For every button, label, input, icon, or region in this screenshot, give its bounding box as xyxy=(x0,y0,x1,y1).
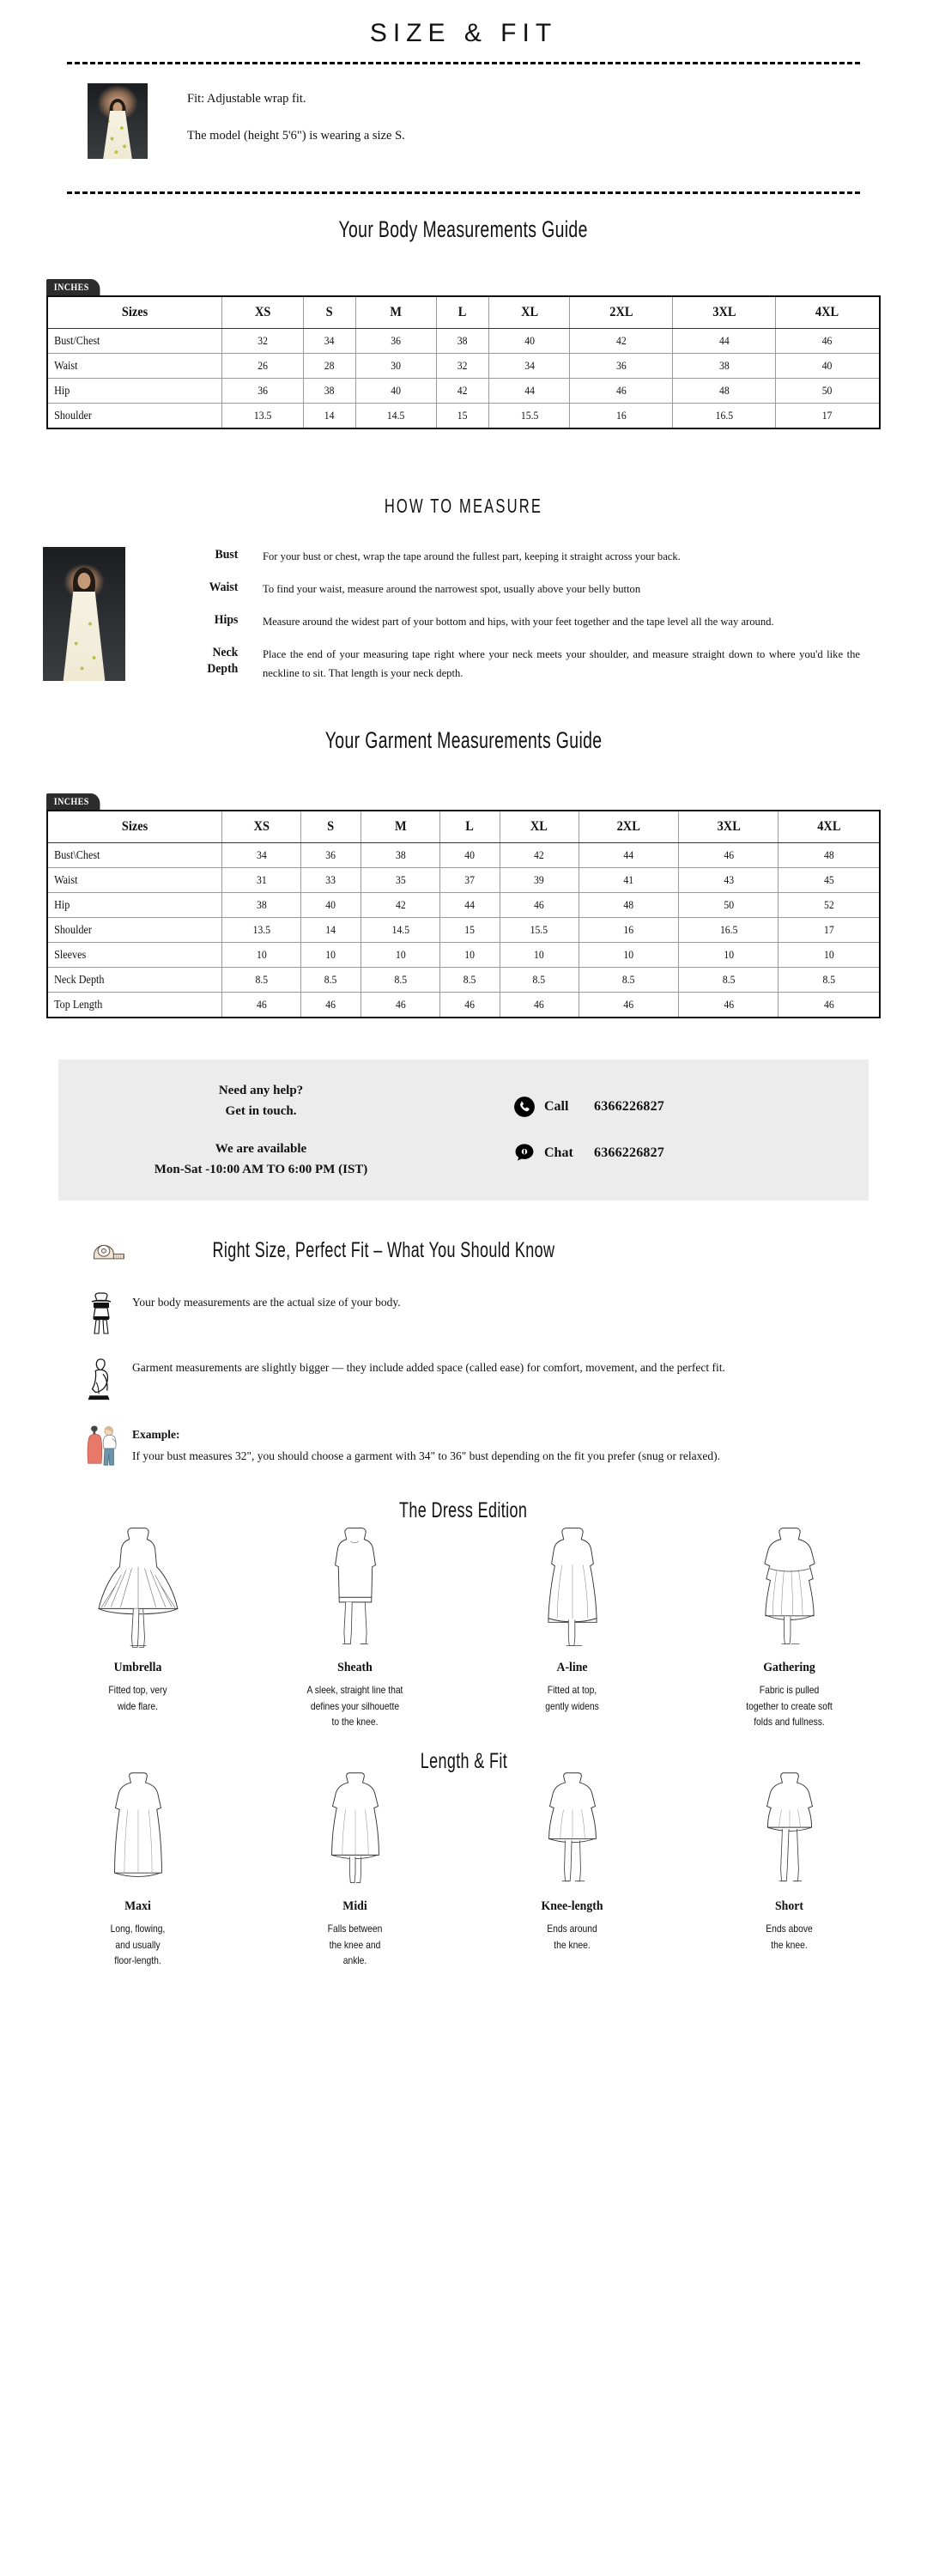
row-label: Shoulder xyxy=(47,918,204,943)
style-description: Long, flowing, and usually floor-length. xyxy=(110,1922,166,1967)
tip-row-example xyxy=(0,1425,927,1469)
style-description: Ends around the knee. xyxy=(547,1922,597,1951)
style-card-maxi xyxy=(29,1789,246,1969)
garment-guide-title: Your Garment Measurements Guide xyxy=(324,727,603,754)
measurement-cell: 8.5 xyxy=(304,968,358,993)
measurement-cell: 14.5 xyxy=(365,918,436,943)
measurement-cell: 42 xyxy=(365,893,436,918)
measurement-cell: 16 xyxy=(584,918,674,943)
style-card-a-line xyxy=(464,1542,681,1730)
dress-silhouette-icon xyxy=(29,1789,246,1891)
measure-item-label: Hips xyxy=(214,613,239,628)
fit-block xyxy=(0,64,927,166)
measurement-cell: 46 xyxy=(504,893,575,918)
chat-number[interactable]: 6366226827 xyxy=(594,1145,664,1161)
measurement-cell: 15 xyxy=(443,918,497,943)
row-label: Bust/Chest xyxy=(47,329,204,354)
measurement-cell: 38 xyxy=(226,893,297,918)
measurement-cell: 36 xyxy=(226,379,299,404)
measurement-cell: 44 xyxy=(493,379,566,404)
measurement-cell: 39 xyxy=(504,868,575,893)
tailor-mannequin-icon xyxy=(84,1358,122,1402)
measurement-cell: 46 xyxy=(784,993,875,1018)
right-size-title: Right Size, Perfect Fit – What You Should Know xyxy=(212,1238,555,1263)
style-name: Midi xyxy=(342,1899,367,1913)
measurement-cell: 35 xyxy=(365,868,436,893)
measurement-cell: 28 xyxy=(306,354,353,379)
model-head xyxy=(78,573,91,589)
measurement-cell: 38 xyxy=(306,379,353,404)
measurement-cell: 46 xyxy=(443,993,497,1018)
dress-silhouette-icon xyxy=(681,1789,898,1891)
measurement-cell: 41 xyxy=(584,868,674,893)
dress-silhouette-icon xyxy=(246,1789,464,1891)
table-row xyxy=(47,354,880,379)
style-name: Maxi xyxy=(124,1899,151,1913)
measurement-cell: 42 xyxy=(575,329,668,354)
measurement-cell: 33 xyxy=(304,868,358,893)
column-header-2xl: 2XL xyxy=(584,811,674,843)
measurement-cell: 46 xyxy=(683,993,773,1018)
tip-text-example xyxy=(132,1425,848,1467)
measurement-cell: 8.5 xyxy=(683,968,773,993)
measurement-cell: 10 xyxy=(226,943,297,968)
table-header-row xyxy=(47,811,880,843)
measurement-cell: 17 xyxy=(781,404,875,429)
measure-item-text: To find your waist, measure around the narrowest spot, usually above your belly button xyxy=(263,583,641,596)
table-row xyxy=(47,943,880,968)
example-label: Example: xyxy=(132,1428,180,1442)
garment-unit-badge: INCHES xyxy=(46,793,100,810)
column-header-s: S xyxy=(306,296,353,329)
table-row xyxy=(47,918,880,943)
dress-silhouette-icon xyxy=(464,1789,681,1891)
measurement-cell: 50 xyxy=(781,379,875,404)
measurement-cell: 16.5 xyxy=(678,404,771,429)
style-card-gathering xyxy=(681,1542,898,1730)
row-label: Top Length xyxy=(47,993,204,1018)
chat-label: Chat xyxy=(544,1145,573,1161)
table-header-row xyxy=(47,296,880,329)
measurement-cell: 48 xyxy=(678,379,771,404)
measurement-cell: 8.5 xyxy=(504,968,575,993)
column-header-2xl: 2XL xyxy=(575,296,668,329)
dress-silhouette-icon xyxy=(681,1542,898,1652)
measurement-cell: 17 xyxy=(784,918,875,943)
column-header-sizes: Sizes xyxy=(56,296,213,329)
measurement-cell: 10 xyxy=(504,943,575,968)
measurement-cell: 46 xyxy=(683,843,773,868)
divider-mid xyxy=(67,191,860,194)
table-row xyxy=(47,843,880,868)
example-text: If your bust measures 32", you should choose a garment with 34" to 36" bust depending on the fit you prefer (snug or relaxed). xyxy=(132,1449,721,1463)
measurement-cell: 10 xyxy=(584,943,674,968)
measurement-cell: 36 xyxy=(360,329,433,354)
dress-edition-title: The Dress Edition xyxy=(399,1498,528,1523)
page-title: SIZE & FIT xyxy=(369,19,558,47)
column-header-3xl: 3XL xyxy=(678,296,771,329)
row-label: Sleeves xyxy=(47,943,204,968)
tape-measure-icon xyxy=(89,1235,127,1267)
measure-item xyxy=(161,612,860,631)
chat-icon xyxy=(513,1142,536,1164)
fit-text-lines xyxy=(148,83,405,166)
style-description: Fitted top, very wide flare. xyxy=(108,1684,167,1712)
style-name: Sheath xyxy=(337,1661,373,1675)
measurement-cell: 52 xyxy=(784,893,875,918)
style-name: A-line xyxy=(556,1661,588,1675)
help-box xyxy=(58,1060,869,1200)
column-header-m: M xyxy=(365,811,436,843)
help-available-line-2: Mon-Sat -10:00 AM TO 6:00 PM (IST) xyxy=(154,1163,368,1177)
table-row xyxy=(47,893,880,918)
style-description: Falls between the knee and ankle. xyxy=(327,1922,383,1967)
model-photo xyxy=(88,83,148,159)
column-header-xs: XS xyxy=(226,811,297,843)
help-text-block xyxy=(58,1080,464,1180)
tip-row-2 xyxy=(0,1358,927,1402)
how-to-measure-list xyxy=(161,547,860,696)
dress-edition-grid xyxy=(0,1542,927,1730)
style-name: Short xyxy=(775,1899,803,1913)
measurement-cell: 40 xyxy=(493,329,566,354)
row-label: Hip xyxy=(47,893,204,918)
measure-item-label: Neck Depth xyxy=(207,646,239,676)
how-to-measure-photo xyxy=(43,547,125,681)
table-row xyxy=(47,993,880,1018)
measurement-cell: 42 xyxy=(439,379,487,404)
measurement-cell: 10 xyxy=(784,943,875,968)
table-row xyxy=(47,404,880,429)
measurement-cell: 26 xyxy=(226,354,299,379)
style-card-midi xyxy=(246,1789,464,1969)
body-measurements-table xyxy=(46,295,881,429)
column-header-s: S xyxy=(304,811,358,843)
measurement-cell: 44 xyxy=(584,843,674,868)
length-fit-grid xyxy=(0,1789,927,1969)
measurement-cell: 44 xyxy=(443,893,497,918)
tip-text-2: Garment measurements are slightly bigger — they include added space (called ease) for comfort, movement, and the perfect fit. xyxy=(132,1361,725,1375)
call-row[interactable] xyxy=(513,1096,869,1118)
dress-silhouette-icon xyxy=(29,1542,246,1652)
model-dress xyxy=(100,111,135,159)
measurement-cell: 31 xyxy=(226,868,297,893)
measurement-cell: 15 xyxy=(439,404,487,429)
help-available-line-1: We are available xyxy=(215,1142,307,1157)
measurement-cell: 48 xyxy=(584,893,674,918)
measurement-cell: 14 xyxy=(304,918,358,943)
measurement-cell: 40 xyxy=(443,843,497,868)
measurement-cell: 46 xyxy=(226,993,297,1018)
measure-item-label: Waist xyxy=(209,580,239,595)
measurement-cell: 38 xyxy=(439,329,487,354)
row-label: Hip xyxy=(47,379,204,404)
measurement-cell: 13.5 xyxy=(226,404,299,429)
measurement-cell: 15.5 xyxy=(504,918,575,943)
measure-item-label: Bust xyxy=(215,548,239,562)
measurement-cell: 13.5 xyxy=(226,918,297,943)
body-guide-title: Your Body Measurements Guide xyxy=(338,216,589,242)
style-description: Fitted at top, gently widens xyxy=(545,1684,599,1712)
table-row xyxy=(47,968,880,993)
row-label: Bust\Chest xyxy=(47,843,204,868)
style-card-knee-length xyxy=(464,1789,681,1969)
measurement-cell: 40 xyxy=(360,379,433,404)
tip-text-1: Your body measurements are the actual size of your body. xyxy=(132,1296,401,1309)
column-header-m: M xyxy=(360,296,433,329)
chat-row[interactable] xyxy=(513,1142,869,1164)
measurement-cell: 50 xyxy=(683,893,773,918)
measurement-cell: 48 xyxy=(784,843,875,868)
style-card-umbrella xyxy=(29,1542,246,1730)
style-name: Knee-length xyxy=(541,1899,603,1913)
measurement-cell: 16.5 xyxy=(683,918,773,943)
style-description: A sleek, straight line that defines your silhouette to the knee. xyxy=(306,1684,403,1728)
row-label: Shoulder xyxy=(47,404,204,429)
measure-item-text: For your bust or chest, wrap the tape around the fullest part, keeping it straight across your back. xyxy=(263,550,681,562)
measurement-cell: 42 xyxy=(504,843,575,868)
measurement-cell: 8.5 xyxy=(226,968,297,993)
right-size-header xyxy=(0,1235,927,1267)
style-description: Ends above the knee. xyxy=(766,1922,813,1951)
measurement-cell: 46 xyxy=(504,993,575,1018)
call-number[interactable]: 6366226827 xyxy=(594,1099,664,1115)
measurement-cell: 32 xyxy=(226,329,299,354)
body-measurements-table-wrap xyxy=(46,279,881,429)
measurement-cell: 40 xyxy=(304,893,358,918)
table-row xyxy=(47,329,880,354)
measurement-cell: 14.5 xyxy=(360,404,433,429)
measurement-cell: 8.5 xyxy=(784,968,875,993)
measurement-cell: 16 xyxy=(575,404,668,429)
measure-item xyxy=(161,547,860,566)
body-tape-measure-icon xyxy=(84,1292,122,1337)
garment-measurements-table xyxy=(46,810,881,1018)
column-header-4xl: 4XL xyxy=(781,296,875,329)
measure-item-text: Measure around the widest part of your bottom and hips, with your feet together and the tape level all the way around. xyxy=(263,616,774,629)
dress-silhouette-icon xyxy=(464,1542,681,1652)
measurement-cell: 37 xyxy=(443,868,497,893)
measurement-cell: 43 xyxy=(683,868,773,893)
column-header-3xl: 3XL xyxy=(683,811,773,843)
phone-icon xyxy=(513,1096,536,1118)
page-header xyxy=(0,0,927,64)
column-header-4xl: 4XL xyxy=(784,811,875,843)
measurement-cell: 10 xyxy=(683,943,773,968)
measurement-cell: 44 xyxy=(678,329,771,354)
how-to-measure-section xyxy=(0,547,927,696)
measurement-cell: 14 xyxy=(306,404,353,429)
style-name: Gathering xyxy=(763,1661,815,1675)
style-name: Umbrella xyxy=(113,1661,162,1675)
measure-item xyxy=(161,580,860,598)
measurement-cell: 10 xyxy=(304,943,358,968)
help-heading-line-1: Need any help? xyxy=(218,1084,304,1098)
measurement-cell: 38 xyxy=(365,843,436,868)
measurement-cell: 32 xyxy=(439,354,487,379)
measurement-cell: 8.5 xyxy=(443,968,497,993)
measure-item xyxy=(161,645,860,683)
column-header-xs: XS xyxy=(226,296,299,329)
row-label: Waist xyxy=(47,868,204,893)
garment-measurements-table-wrap xyxy=(46,793,881,1018)
measurement-cell: 46 xyxy=(781,329,875,354)
measurement-cell: 15.5 xyxy=(493,404,566,429)
column-header-l: L xyxy=(443,811,497,843)
measurement-cell: 45 xyxy=(784,868,875,893)
table-row xyxy=(47,868,880,893)
call-label: Call xyxy=(544,1099,569,1115)
measurement-cell: 34 xyxy=(226,843,297,868)
measurement-cell: 34 xyxy=(493,354,566,379)
style-card-short xyxy=(681,1789,898,1969)
fit-line-1: Fit: Adjustable wrap fit. xyxy=(187,92,306,106)
measurement-cell: 36 xyxy=(575,354,668,379)
model-dress xyxy=(59,592,109,681)
measurement-cell: 10 xyxy=(443,943,497,968)
dress-silhouette-icon xyxy=(246,1542,464,1652)
column-header-sizes: Sizes xyxy=(56,811,213,843)
measurement-cell: 46 xyxy=(304,993,358,1018)
body-unit-badge: INCHES xyxy=(46,279,100,295)
style-card-sheath xyxy=(246,1542,464,1730)
measurement-cell: 38 xyxy=(678,354,771,379)
measurement-cell: 36 xyxy=(304,843,358,868)
measurement-cell: 46 xyxy=(575,379,668,404)
fit-line-2: The model (height 5'6") is wearing a size S. xyxy=(187,129,405,143)
measurement-cell: 40 xyxy=(781,354,875,379)
row-label: Waist xyxy=(47,354,204,379)
measure-item-text: Place the end of your measuring tape right where your neck meets your shoulder, and measure straight down to where you'd like the neckline to sit. That length is your neck depth. xyxy=(263,648,860,680)
length-fit-title: Length & Fit xyxy=(420,1748,507,1773)
style-description: Fabric is pulled together to create soft folds and fullness. xyxy=(746,1684,833,1728)
measurement-cell: 46 xyxy=(365,993,436,1018)
measurement-cell: 8.5 xyxy=(584,968,674,993)
measurement-cell: 30 xyxy=(360,354,433,379)
measurement-cell: 34 xyxy=(306,329,353,354)
table-row xyxy=(47,379,880,404)
help-heading-line-2: Get in touch. xyxy=(225,1104,297,1119)
row-label: Neck Depth xyxy=(47,968,204,993)
tip-row-1 xyxy=(0,1292,927,1337)
measurement-cell: 46 xyxy=(584,993,674,1018)
measurement-cell: 10 xyxy=(365,943,436,968)
column-header-xl: XL xyxy=(493,296,566,329)
column-header-l: L xyxy=(439,296,487,329)
how-to-measure-title: HOW TO MEASURE xyxy=(384,495,543,517)
help-contact-block xyxy=(464,1096,869,1164)
measurement-cell: 8.5 xyxy=(365,968,436,993)
column-header-xl: XL xyxy=(504,811,575,843)
two-figures-icon xyxy=(84,1425,122,1469)
